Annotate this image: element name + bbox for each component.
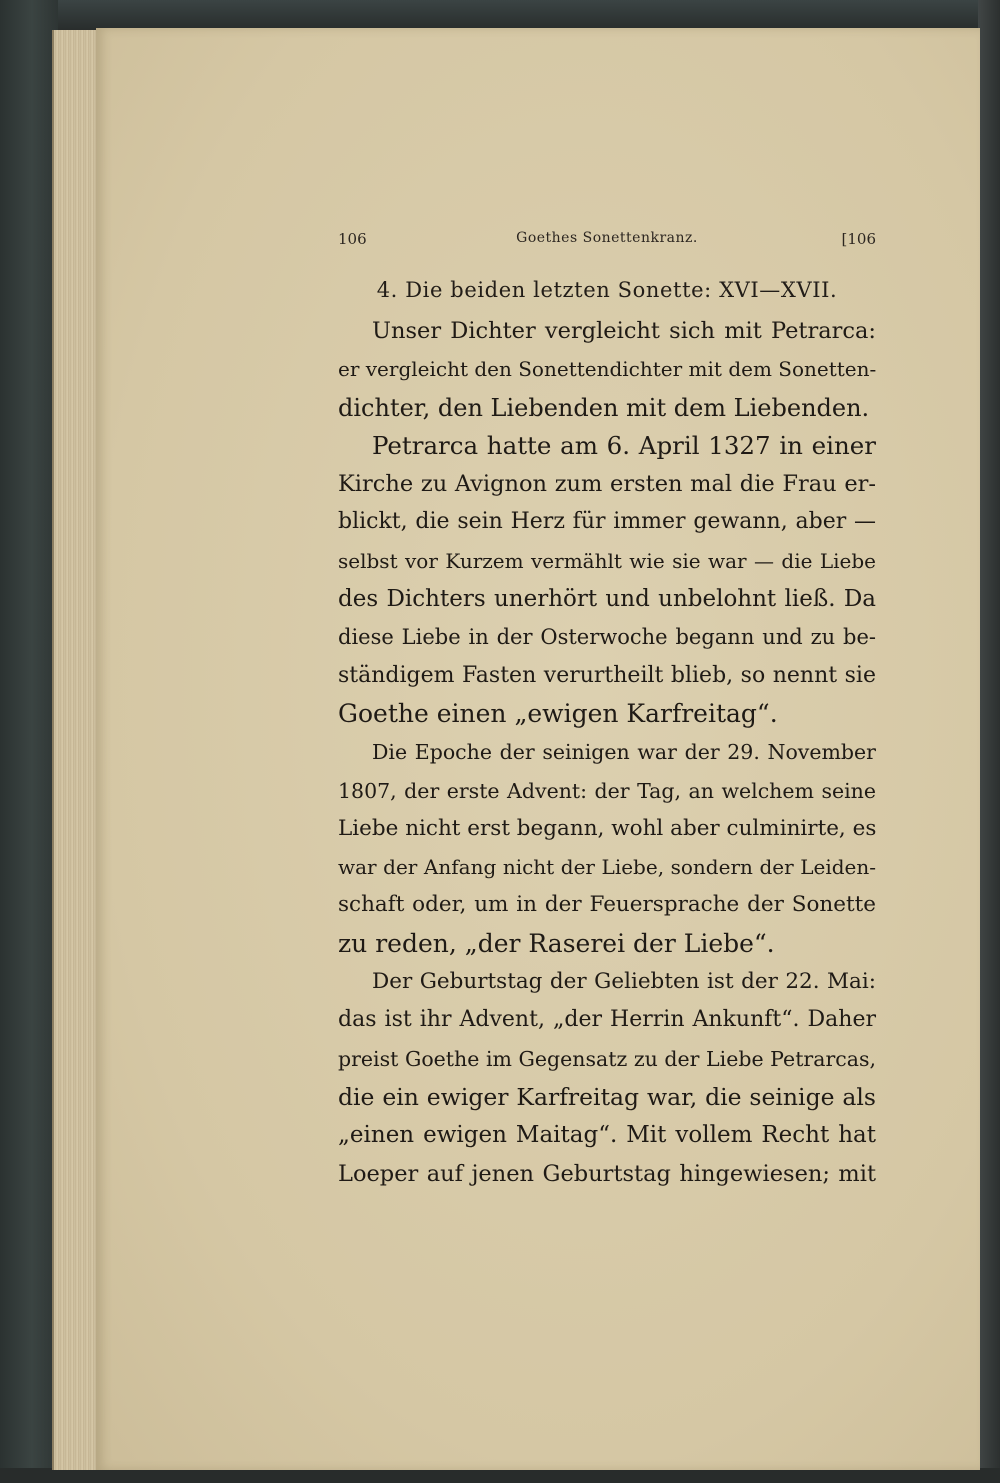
paragraph [338, 312, 876, 427]
text-line: Goethe einen „ewigen Karfreitag“. [338, 698, 778, 728]
text-line: diese Liebe in der Osterwoche begann und zu be- [338, 625, 876, 650]
text-line: Petrarca hatte am 6. April 1327 in einer [372, 430, 876, 460]
text-line: er vergleicht den Sonettendichter mit dem Sonetten- [338, 357, 877, 382]
page-edges [52, 30, 100, 1470]
text-line: zu reden, „der Raserei der Liebe“. [338, 928, 775, 958]
text-line: Loeper auf jenen Geburtstag hingewiesen; mit [338, 1160, 876, 1187]
text-line: Kirche zu Avignon zum ersten mal die Frau er- [338, 471, 876, 498]
text-line: Der Geburtstag der Geliebten ist der 22. Mai: [372, 969, 876, 995]
body-text [338, 312, 876, 1193]
book-cover-left [0, 0, 58, 1483]
text-line: Die Epoche der seinigen war der 29. November [372, 740, 876, 765]
text-line: dichter, den Liebenden mit dem Liebenden. [338, 393, 870, 422]
text-line: war der Anfang nicht der Liebe, sondern der Leiden- [338, 855, 876, 880]
text-line: das ist ihr Advent, „der Herrin Ankunft“. Daher [338, 1007, 876, 1033]
text-line: schaft oder, um in der Feuersprache der Sonette [338, 892, 876, 918]
page-number-right: [106 [841, 230, 876, 248]
section-heading: 4. Die beiden letzten Sonette: XVI—XVII. [376, 278, 838, 302]
book-cover-right [978, 0, 1000, 1483]
paragraph [338, 427, 876, 733]
paragraph [338, 733, 876, 963]
text-line: Liebe nicht erst begann, wohl aber culminirte, es [338, 815, 877, 841]
paragraph [338, 963, 876, 1193]
text-line: die ein ewiger Karfreitag war, die seinige als [338, 1082, 876, 1111]
running-title: Goethes Sonettenkranz. [516, 230, 698, 246]
text-line: Unser Dichter vergleicht sich mit Petrarca: [372, 318, 876, 344]
text-line: des Dichters unerhört und unbelohnt ließ. Da [338, 586, 876, 613]
text-line: selbst vor Kurzem vermählt wie sie war — die Liebe [338, 548, 876, 573]
text-line: „einen ewigen Maitag“. Mit vollem Recht hat [338, 1122, 876, 1149]
page-number-left: 106 [338, 230, 367, 248]
text-line: 1807, der erste Advent: der Tag, an welchem seine [338, 778, 876, 803]
text-line: ständigem Fasten verurtheilt blieb, so nennt sie [338, 662, 876, 688]
book-cover-bottom [0, 1468, 1000, 1483]
text-line: blickt, die sein Herz für immer gewann, aber — [338, 509, 876, 535]
text-line: preist Goethe im Gegensatz zu der Liebe Petrarcas, [338, 1046, 876, 1071]
running-header [338, 230, 876, 254]
